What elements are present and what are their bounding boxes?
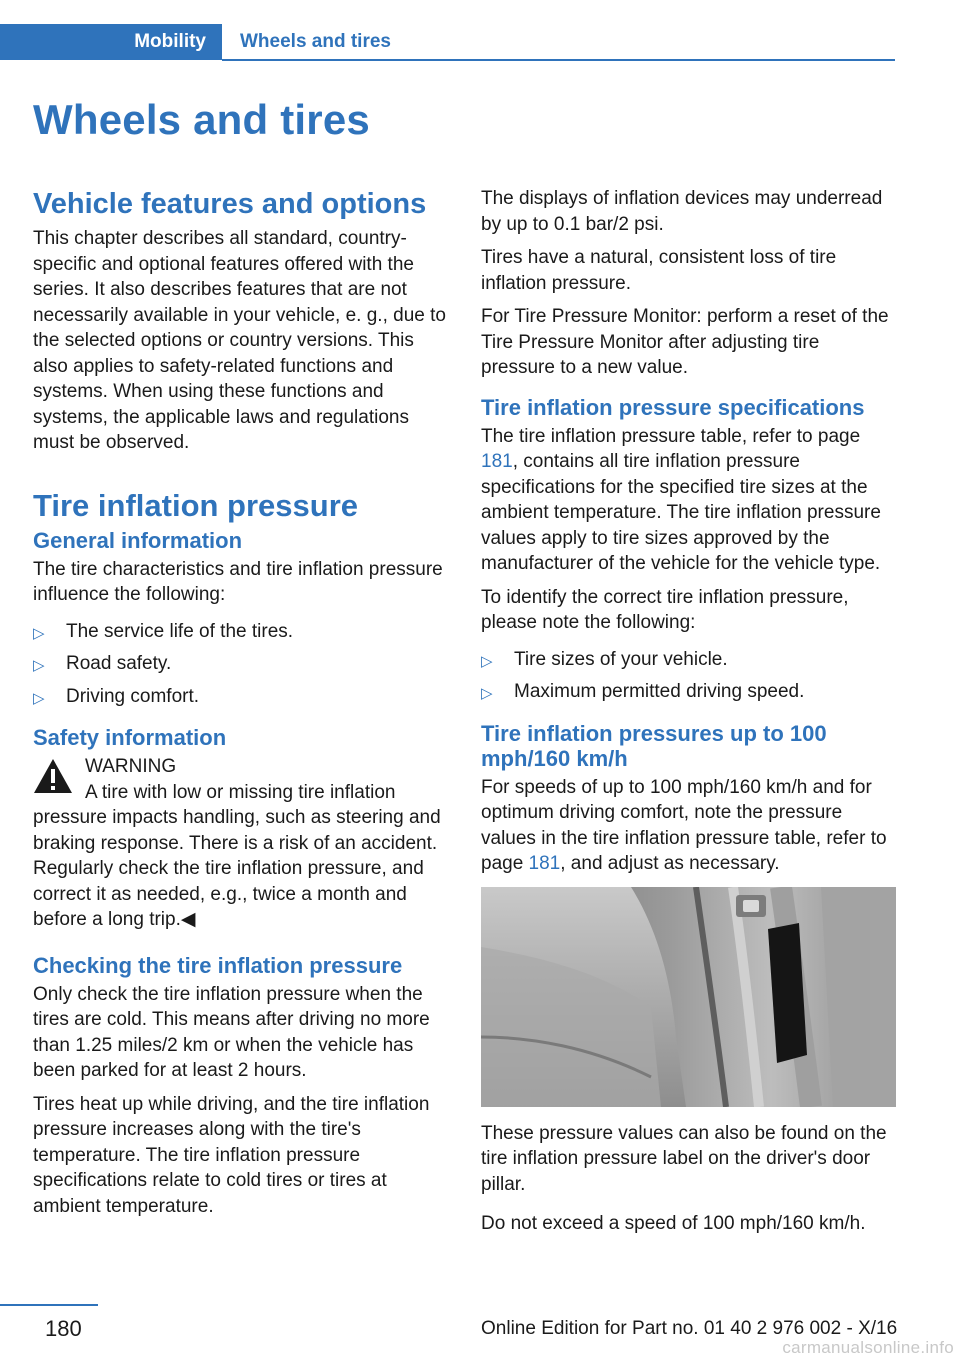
edition-footer: Online Edition for Part no. 01 40 2 976 002 - X/16 — [481, 1318, 898, 1339]
triangle-bullet-icon: ▷ — [481, 652, 493, 670]
page-reference-link[interactable]: 181 — [528, 853, 561, 874]
paragraph-identify: To identify the correct tire inflation pressure, please note the following: — [481, 586, 849, 633]
warning-text-first-line: A tire with low or missing tire inflation — [85, 781, 396, 803]
list-item: ▷ The service life of the tires. — [33, 616, 446, 649]
page-reference-link[interactable]: 181 — [481, 451, 513, 472]
warning-text: pressure impacts handling, such as steering and braking response. There is a risk of an accident. Regularly check the tire inflation pressure, and correct it as needed, e.g., twice a month and before a long trip.◀ — [33, 807, 441, 930]
chapter-tab-wheels-and-tires[interactable]: Wheels and tires — [240, 31, 391, 52]
heading-vehicle-features: Vehicle features and options — [33, 188, 427, 220]
page-header — [0, 24, 895, 62]
paragraph-speed-limit: Do not exceed a speed of 100 mph/160 km/h. — [481, 1213, 866, 1234]
list-item: ▷ Maximum permitted driving speed. — [481, 676, 896, 709]
door-pillar-label-photo — [481, 887, 896, 1107]
list-item: ▷ Road safety. — [33, 648, 446, 681]
section-tab-mobility[interactable]: Mobility — [0, 24, 222, 60]
paragraph-pressure-loss: Tires have a natural, consistent loss of tire inflation pressure. — [481, 247, 837, 294]
triangle-bullet-icon: ▷ — [33, 689, 45, 707]
page-number: 180 — [45, 1316, 82, 1341]
heading-safety-information: Safety information — [33, 725, 227, 750]
paragraph-general-information: The tire characteristics and tire inflation pressure influence the following: — [33, 558, 443, 605]
identify-list — [481, 644, 896, 709]
heading-pressure-specifications: Tire inflation pressure specifications — [481, 394, 865, 420]
paragraph-vehicle-features: This chapter describes all standard, country-specific and optional features offered with the series. It also describes features that are not necessarily available in your vehicle, e. g., due to the selected options or country versions. This also applies to safety-related functions and systems. When using these functions and systems, the applicable laws and regulations must be observed. — [33, 228, 446, 453]
warning-label: WARNING — [85, 756, 177, 777]
list-item: ▷ Driving comfort. — [33, 681, 446, 714]
heading-pressures-up-to-100: Tire inflation pressures up to 100 mph/160 km/h — [481, 720, 827, 771]
list-item: ▷ Tire sizes of your vehicle. — [481, 644, 896, 677]
left-column — [33, 186, 446, 1227]
footer-divider — [0, 1304, 98, 1306]
heading-general-information: General information — [33, 527, 243, 553]
heading-checking-pressure: Checking the tire inflation pressure — [33, 952, 403, 978]
paragraph-up-to-100: For speeds of up to 100 mph/160 km/h and for optimum driving comfort, note the pressure values in the tire inflation pressure table, refer to page 181, and adjust as necessary. — [481, 776, 887, 874]
paragraph-label-location: These pressure values can also be found on the tire inflation pressure label on the driver's door pillar. — [481, 1122, 887, 1195]
watermark: carmanualsonline.info — [782, 1338, 954, 1357]
influence-list — [33, 616, 446, 714]
page-title: Wheels and tires — [33, 96, 370, 143]
triangle-bullet-icon: ▷ — [33, 657, 45, 674]
paragraph-displays: The displays of inflation devices may underread by up to 0.1 bar/2 psi. — [481, 188, 883, 235]
right-column — [481, 186, 896, 1245]
paragraph-tire-pressure-monitor: For Tire Pressure Monitor: perform a reset of the Tire Pressure Monitor after adjusting tire pressure to a new value. — [481, 306, 889, 378]
warning-triangle-icon — [33, 758, 73, 794]
triangle-bullet-icon: ▷ — [481, 685, 493, 702]
warning-block — [33, 754, 446, 933]
paragraph-specifications: The tire inflation pressure table, refer to page 181, contains all tire inflation pressure specifications for the specified tire sizes at the ambient temperature. The tire inflation pressure values apply to tire sizes approved by the manufacturer of the vehicle for the vehicle type. — [481, 425, 881, 574]
paragraph-checking-1: Only check the tire inflation pressure when the tires are cold. This means after driving no more than 1.25 miles/2 km or when the vehicle has been parked for at least 2 hours. — [33, 983, 430, 1081]
paragraph-checking-2: Tires heat up while driving, and the tire inflation pressure increases along with the tire's temperature. The tire inflation pressure specifications relate to cold tires or tires at ambient temperature. — [33, 1093, 430, 1217]
triangle-bullet-icon: ▷ — [33, 624, 45, 642]
heading-tire-inflation-pressure: Tire inflation pressure — [33, 487, 359, 523]
header-divider — [222, 59, 895, 61]
